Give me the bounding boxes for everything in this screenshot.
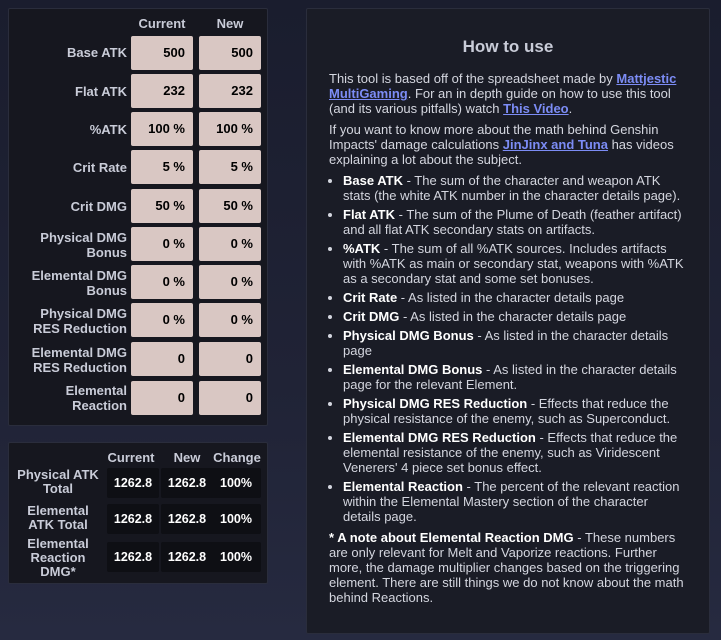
item-term: Elemental DMG RES Reduction — [343, 430, 536, 445]
base-atk-current-input[interactable]: 500 — [131, 36, 193, 70]
this-video-link[interactable]: This Video — [503, 101, 569, 116]
item-term: Physical DMG RES Reduction — [343, 396, 528, 411]
elemental-dmg-bonus-current-input[interactable]: 0 % — [131, 265, 193, 299]
physical-res-reduction-label — [33, 306, 127, 336]
elemental-atk-total-new: 1262.8 — [161, 504, 213, 534]
elemental-atk-total-current: 1262.8 — [107, 504, 159, 534]
elemental-reaction-label-line2: Reaction — [72, 398, 127, 413]
elemental-reaction-dmg-label-line2: Reaction — [30, 550, 86, 565]
item-desc: - The percent of the relevant reaction within the Elemental Mastery section of the character details page. — [343, 479, 680, 524]
physical-atk-total-label-line2: Total — [42, 481, 74, 496]
percent-atk-current-input[interactable]: 100 % — [131, 112, 193, 146]
list-item — [343, 241, 689, 286]
elemental-reaction-dmg-label-line3: DMG* — [40, 564, 76, 579]
elemental-res-reduction-label — [32, 345, 127, 375]
jinjinx-tuna-link[interactable]: JinJinx and Tuna — [502, 137, 608, 152]
physical-res-reduction-current-input[interactable]: 0 % — [131, 303, 193, 337]
physical-res-reduction-label-line2: RES Reduction — [33, 321, 127, 336]
item-desc: - As listed in the character details page — [397, 290, 625, 305]
item-desc: - As listed in the character details page for the relevant Element. — [343, 362, 677, 392]
math-text-1: If you want to know more about the math behind Genshin Impacts' damage calculations — [329, 122, 659, 152]
item-term: Base ATK — [343, 173, 403, 188]
elemental-reaction-label — [66, 383, 127, 413]
stat-definition-list — [329, 173, 689, 524]
list-item — [343, 362, 689, 392]
elemental-dmg-bonus-label-line1: Elemental DMG — [31, 268, 127, 283]
intro-text-2: . For an in depth guide on how to use this tool (and its various pitfalls) watch — [329, 86, 671, 116]
physical-atk-total-change: 100% — [211, 468, 261, 498]
item-desc: - Effects that reduce the physical resistance of the enemy, such as Superconduct. — [343, 396, 671, 426]
physical-res-reduction-label-line1: Physical DMG — [40, 306, 127, 321]
percent-atk-label: %ATK — [89, 122, 127, 137]
elemental-reaction-dmg-new: 1262.8 — [161, 542, 213, 572]
physical-dmg-bonus-label-line2: Bonus — [86, 245, 127, 260]
note-body: - These numbers are only relevant for Melt and Vaporize reactions. Further more, the damage multiplier changes based on the triggering element. There are still things we do not know about the math behind Reactions. — [329, 530, 684, 605]
result-new-header: New — [173, 450, 201, 465]
base-atk-label: Base ATK — [67, 45, 127, 60]
crit-rate-new-input[interactable]: 5 % — [199, 150, 261, 184]
item-desc: - The sum of all %ATK sources. Includes artifacts with %ATK as main or secondary stat, weapons with %ATK as a secondary stat and some set bonuses. — [343, 241, 684, 286]
item-term: Flat ATK — [343, 207, 395, 222]
elemental-dmg-bonus-label-line2: Bonus — [86, 283, 127, 298]
intro-text-1: This tool is based off of the spreadsheet made by — [329, 71, 617, 86]
intro-paragraph — [329, 71, 689, 116]
elemental-reaction-dmg-current: 1262.8 — [107, 542, 159, 572]
result-change-header: Change — [213, 450, 261, 465]
elemental-dmg-bonus-new-input[interactable]: 0 % — [199, 265, 261, 299]
elemental-atk-total-label-line1: Elemental — [27, 503, 89, 518]
list-item — [343, 328, 689, 358]
flat-atk-current-input[interactable]: 232 — [131, 74, 193, 108]
elemental-reaction-new-input[interactable]: 0 — [199, 381, 261, 415]
input-panel — [8, 8, 268, 426]
crit-rate-current-input[interactable]: 5 % — [131, 150, 193, 184]
base-atk-new-input[interactable]: 500 — [199, 36, 261, 70]
result-panel — [8, 442, 268, 584]
crit-dmg-current-input[interactable]: 50 % — [131, 189, 193, 223]
elemental-res-reduction-current-input[interactable]: 0 — [131, 342, 193, 376]
elemental-atk-total-label-line2: ATK Total — [28, 517, 88, 532]
note-title: * A note about Elemental Reaction DMG — [329, 530, 574, 545]
new-column-header: New — [216, 16, 244, 31]
physical-dmg-bonus-new-input[interactable]: 0 % — [199, 227, 261, 261]
elemental-atk-total-change: 100% — [211, 504, 261, 534]
list-item — [343, 207, 689, 237]
reaction-note — [329, 530, 689, 605]
physical-res-reduction-new-input[interactable]: 0 % — [199, 303, 261, 337]
elemental-res-reduction-label-line2: RES Reduction — [33, 360, 127, 375]
physical-atk-total-current: 1262.8 — [107, 468, 159, 498]
item-term: Elemental Reaction — [343, 479, 463, 494]
crit-dmg-new-input[interactable]: 50 % — [199, 189, 261, 223]
item-term: Elemental DMG Bonus — [343, 362, 483, 377]
math-text-2: has videos explaining a lot about the subject. — [329, 137, 674, 167]
physical-atk-total-new: 1262.8 — [161, 468, 213, 498]
elemental-reaction-dmg-label-line1: Elemental — [27, 536, 89, 551]
list-item — [343, 430, 689, 475]
math-paragraph — [329, 122, 689, 167]
physical-atk-total-label — [11, 468, 105, 496]
item-desc: - The sum of the Plume of Death (feather artifact) and all flat ATK secondary stats on artifacts. — [343, 207, 682, 237]
crit-dmg-label: Crit DMG — [70, 199, 127, 214]
physical-dmg-bonus-label — [40, 230, 127, 260]
intro-text-3: . — [568, 101, 573, 116]
help-panel — [306, 8, 710, 634]
elemental-dmg-bonus-label — [32, 268, 127, 298]
elemental-atk-total-label — [11, 504, 105, 532]
elemental-res-reduction-new-input[interactable]: 0 — [199, 342, 261, 376]
flat-atk-new-input[interactable]: 232 — [199, 74, 261, 108]
list-item — [343, 479, 689, 524]
item-term: Crit Rate — [343, 290, 398, 305]
item-term: Physical DMG Bonus — [343, 328, 474, 343]
item-desc: - Effects that reduce the elemental resistance of the enemy, such as Viridescent Venerers' 4 piece set bonus effect. — [343, 430, 678, 475]
percent-atk-new-input[interactable]: 100 % — [199, 112, 261, 146]
elemental-reaction-dmg-label — [11, 537, 105, 579]
item-term: %ATK — [343, 241, 381, 256]
crit-rate-label: Crit Rate — [72, 160, 127, 175]
physical-dmg-bonus-current-input[interactable]: 0 % — [131, 227, 193, 261]
elemental-reaction-current-input[interactable]: 0 — [131, 381, 193, 415]
help-title: How to use — [462, 37, 554, 56]
item-desc: - As listed in the character details page — [343, 328, 669, 358]
elemental-reaction-label-line1: Elemental — [65, 383, 127, 398]
physical-atk-total-label-line1: Physical ATK — [17, 467, 99, 482]
item-desc: - The sum of the character and weapon ATK stats (the white ATK number in the character details page). — [343, 173, 681, 203]
list-item — [343, 290, 689, 305]
elemental-reaction-dmg-change: 100% — [211, 542, 261, 572]
physical-dmg-bonus-label-line1: Physical DMG — [40, 230, 127, 245]
list-item — [343, 396, 689, 426]
item-term: Crit DMG — [343, 309, 400, 324]
elemental-res-reduction-label-line1: Elemental DMG — [31, 345, 127, 360]
help-body — [329, 71, 689, 611]
flat-atk-label: Flat ATK — [75, 84, 127, 99]
mattjestic-link[interactable]: Mattjestic MultiGaming — [329, 71, 677, 101]
list-item — [343, 309, 689, 324]
item-desc: - As listed in the character details page — [399, 309, 627, 324]
list-item — [343, 173, 689, 203]
result-current-header: Current — [107, 450, 155, 465]
current-column-header: Current — [138, 16, 186, 31]
